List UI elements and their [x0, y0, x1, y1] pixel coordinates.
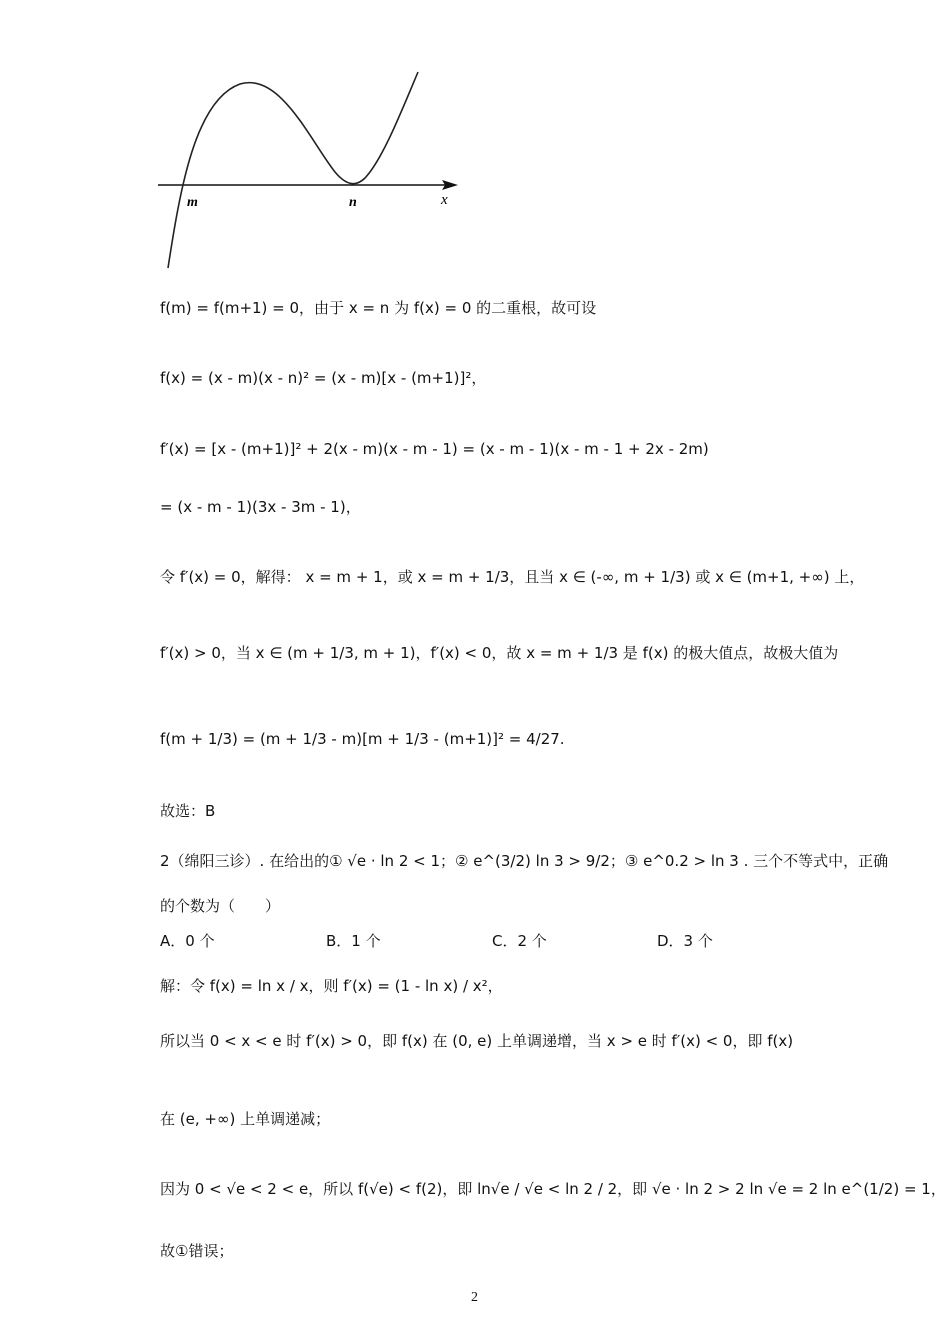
- cubic-curve: [168, 72, 418, 268]
- line-6: f′(x) > 0，当 x ∈ (m + 1/3, m + 1)，f′(x) < 0，故 x = m + 1/3 是 f(x) 的极大值点，故极大值为: [160, 644, 839, 662]
- option-a: A．0 个: [160, 932, 215, 950]
- solution-line-5: 故①错误；: [160, 1242, 234, 1260]
- line-2: f(x) = (x - m)(x - n)² = (x - m)[x - (m+1)]²，: [160, 369, 487, 387]
- line-3: f′(x) = [x - (m+1)]² + 2(x - m)(x - m - 1) = (x - m - 1)(x - m - 1 + 2x - 2m): [160, 440, 709, 458]
- option-b: B．1 个: [326, 932, 381, 950]
- function-graph: [150, 60, 470, 280]
- graph-label-m: m: [187, 195, 198, 210]
- solution-line-4: 因为 0 < √e < 2 < e，所以 f(√e) < f(2)，即 ln√e / √e < ln 2 / 2，即 √e · ln 2 > 2 ln √e = 2 ln e^(1/2) = 1，: [160, 1180, 946, 1198]
- line-4: = (x - m - 1)(3x - 3m - 1)，: [160, 498, 361, 516]
- question-2: 2（绵阳三诊）. 在给出的① √e · ln 2 < 1；② e^(3/2) ln 3 > 9/2；③ e^0.2 > ln 3 . 三个不等式中，正确: [160, 852, 889, 870]
- solution-line-1: 解：令 f(x) = ln x / x，则 f′(x) = (1 - ln x) / x²，: [160, 977, 503, 995]
- line-8: 故选：B: [160, 802, 216, 820]
- graph-label-n: n: [349, 195, 357, 210]
- page-number: 2: [471, 1290, 478, 1305]
- line-5: 令 f′(x) = 0，解得： x = m + 1，或 x = m + 1/3，且当 x ∈ (-∞, m + 1/3) 或 x ∈ (m+1, +∞) 上，: [160, 568, 865, 586]
- question-2-cont: 的个数为（ ）: [160, 897, 281, 915]
- line-7: f(m + 1/3) = (m + 1/3 - m)[m + 1/3 - (m+1)]² = 4/27.: [160, 730, 565, 748]
- option-c: C．2 个: [492, 932, 547, 950]
- option-d: D．3 个: [657, 932, 713, 950]
- line-1: f(m) = f(m+1) = 0，由于 x = n 为 f(x) = 0 的二重根，故可设: [160, 299, 597, 317]
- graph-label-x: x: [441, 192, 448, 208]
- solution-line-2: 所以当 0 < x < e 时 f′(x) > 0，即 f(x) 在 (0, e) 上单调递增，当 x > e 时 f′(x) < 0，即 f(x): [160, 1032, 794, 1050]
- solution-line-3: 在 (e, +∞) 上单调递减；: [160, 1110, 331, 1128]
